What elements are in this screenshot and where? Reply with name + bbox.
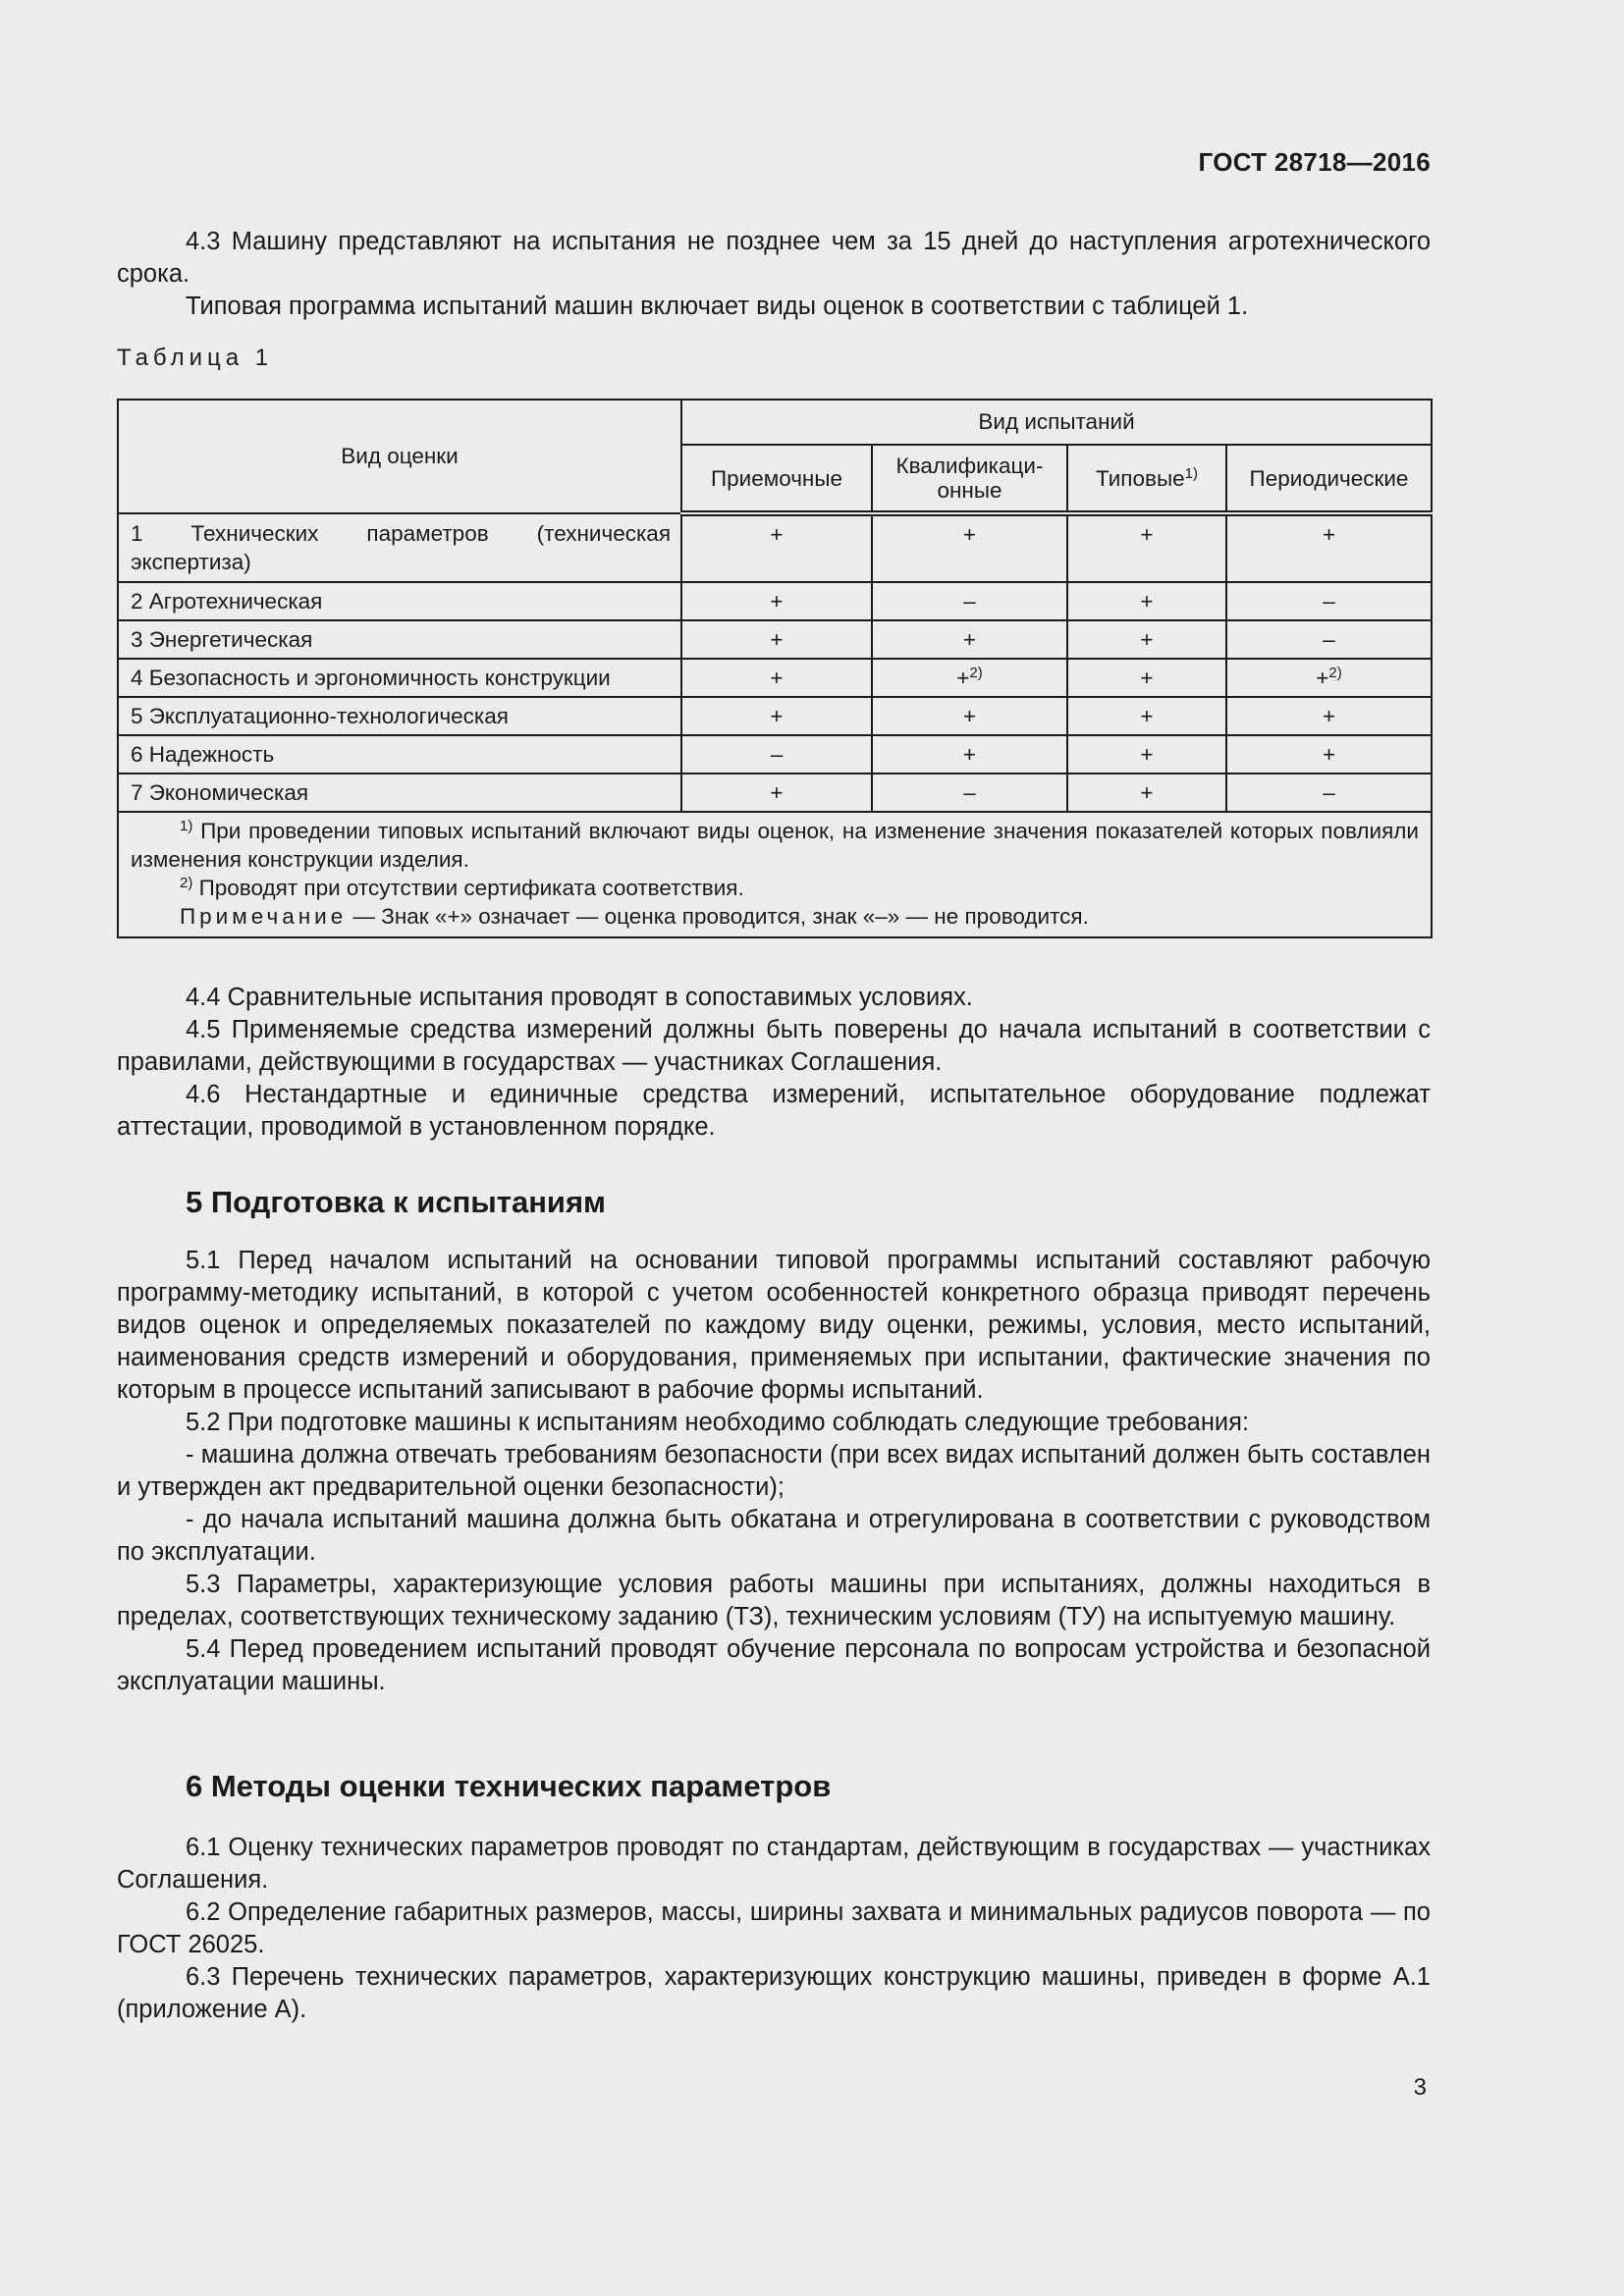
cell-value: + <box>681 620 872 659</box>
header-test-type: Вид испытаний <box>681 400 1432 445</box>
cell-value: + <box>872 620 1067 659</box>
cell-value: + <box>1067 659 1226 697</box>
cell-value: +$^{2)}$ <box>1226 659 1432 697</box>
row-name: 4 Безопасность и эргономичность конструкции <box>118 659 681 697</box>
paragraph: 4.4 Сравнительные испытания проводят в сопоставимых условиях. <box>186 984 973 1011</box>
cell-value: + <box>872 513 1067 582</box>
section-6-text <box>117 1832 1431 2026</box>
header-type-tests: Типовые$^{1)}$ <box>1067 445 1226 513</box>
row-name: 7 Экономическая <box>118 774 681 812</box>
cell-value: – <box>872 582 1067 620</box>
cell-value: + <box>681 774 872 812</box>
table-row <box>118 513 1432 582</box>
cell-value: – <box>1226 620 1432 659</box>
row-name: 1 Технических параметров (техническая экспертиза) <box>118 513 681 582</box>
table-row <box>118 659 1432 697</box>
intro-text <box>117 226 1431 323</box>
footnote-2: $^{2)}$ Проводят при отсутствии сертификата соответствия. <box>180 875 744 900</box>
row-name: 2 Агротехническая <box>118 582 681 620</box>
header-eval-type: Вид оценки <box>118 400 681 513</box>
paragraph: 4.6 Нестандартные и единичные средства измерений, испытательное оборудование подлежат аттестации, проводимой в установленном порядке. <box>117 1081 1431 1141</box>
cell-value: + <box>1067 697 1226 735</box>
evaluation-table <box>117 399 1433 938</box>
paragraph: 5.4 Перед проведением испытаний проводят обучение персонала по вопросам устройства и безопасной эксплуатации машины. <box>117 1635 1431 1695</box>
cell-value: + <box>1067 774 1226 812</box>
table-row <box>118 774 1432 812</box>
paragraph: Типовая программа испытаний машин включает виды оценок в соответствии с таблицей 1. <box>186 293 1249 320</box>
cell-value: + <box>681 659 872 697</box>
row-name: 6 Надежность <box>118 735 681 774</box>
cell-value: + <box>1067 513 1226 582</box>
cell-value: + <box>1226 735 1432 774</box>
row-name: 5 Эксплуатационно-технологическая <box>118 697 681 735</box>
after-table-text <box>117 982 1431 1144</box>
paragraph: 6.1 Оценку технических параметров проводят по стандартам, действующим в государствах — участниках Соглашения. <box>117 1834 1431 1894</box>
cell-value: + <box>1067 735 1226 774</box>
cell-value: + <box>681 513 872 582</box>
section-6-heading: 6 Методы оценки технических параметров <box>186 1769 832 1803</box>
table-note: Примечание — Знак «+» означает — оценка проводится, знак «–» — не проводится. <box>180 904 1089 929</box>
table-notes-row <box>118 812 1432 937</box>
table-notes <box>118 812 1432 937</box>
header-periodic: Периодические <box>1226 445 1432 513</box>
paragraph: 5.3 Параметры, характеризующие условия работы машины при испытаниях, должны находиться в пределах, соответствующих техническому заданию (ТЗ), техническим условиям (ТУ) на испытуемую машину. <box>117 1571 1431 1630</box>
paragraph: 4.3 Машину представляют на испытания не позднее чем за 15 дней до наступления агротехнического срока. <box>117 228 1431 288</box>
table-row <box>118 735 1432 774</box>
table-row <box>118 620 1432 659</box>
cell-value: – <box>872 774 1067 812</box>
header-qualification: Квалификаци- онные <box>872 445 1067 513</box>
section-5-heading: 5 Подготовка к испытаниям <box>186 1185 606 1219</box>
footnote-1: $^{1)}$ При проведении типовых испытаний включают виды оценок, на изменение значения показателей которых повлияли изменения конструкции изделия. <box>131 818 1419 872</box>
header-acceptance: Приемочные <box>681 445 872 513</box>
cell-value: + <box>1067 620 1226 659</box>
table-row <box>118 582 1432 620</box>
cell-value: + <box>1067 582 1226 620</box>
section-5-text <box>117 1245 1431 1698</box>
cell-value: + <box>872 697 1067 735</box>
table-caption: Таблица 1 <box>117 345 274 371</box>
document-code: ГОСТ 28718—2016 <box>1198 147 1431 177</box>
cell-value: + <box>1226 513 1432 582</box>
paragraph: - до начала испытаний машина должна быть обкатана и отрегулирована в соответствии с руководством по эксплуатации. <box>117 1506 1431 1566</box>
paragraph: - машина должна отвечать требованиям безопасности (при всех видах испытаний должен быть составлен и утвержден акт предварительной оценки безопасности); <box>117 1441 1431 1501</box>
cell-value: – <box>681 735 872 774</box>
paragraph: 6.2 Определение габаритных размеров, массы, ширины захвата и минимальных радиусов поворота — по ГОСТ 26025. <box>117 1898 1431 1958</box>
cell-value: + <box>872 735 1067 774</box>
page-number: 3 <box>1413 2074 1427 2101</box>
cell-value: – <box>1226 774 1432 812</box>
cell-value: – <box>1226 582 1432 620</box>
row-name: 3 Энергетическая <box>118 620 681 659</box>
cell-value: + <box>681 697 872 735</box>
paragraph: 6.3 Перечень технических параметров, характеризующих конструкцию машины, приведен в форме А.1 (приложение А). <box>117 1963 1431 2023</box>
cell-value: +$^{2)}$ <box>872 659 1067 697</box>
paragraph: 5.2 При подготовке машины к испытаниям необходимо соблюдать следующие требования: <box>186 1409 1250 1436</box>
cell-value: + <box>1226 697 1432 735</box>
paragraph: 5.1 Перед началом испытаний на основании типовой программы испытаний составляют рабочую программу-методику испытаний, в которой с учетом особенностей конкретного образца приводят перечень видов оценок и определяемых показателей по каждому виду оценки, режимы, условия, место испытаний, наименования средств измерений и оборудования, применяемых при испытании, фактические значения по которым в процессе испытаний записывают в рабочие формы испытаний. <box>117 1247 1431 1404</box>
cell-value: + <box>681 582 872 620</box>
table-row <box>118 697 1432 735</box>
paragraph: 4.5 Применяемые средства измерений должны быть поверены до начала испытаний в соответствии с правилами, действующими в государствах — участниках Соглашения. <box>117 1016 1431 1076</box>
